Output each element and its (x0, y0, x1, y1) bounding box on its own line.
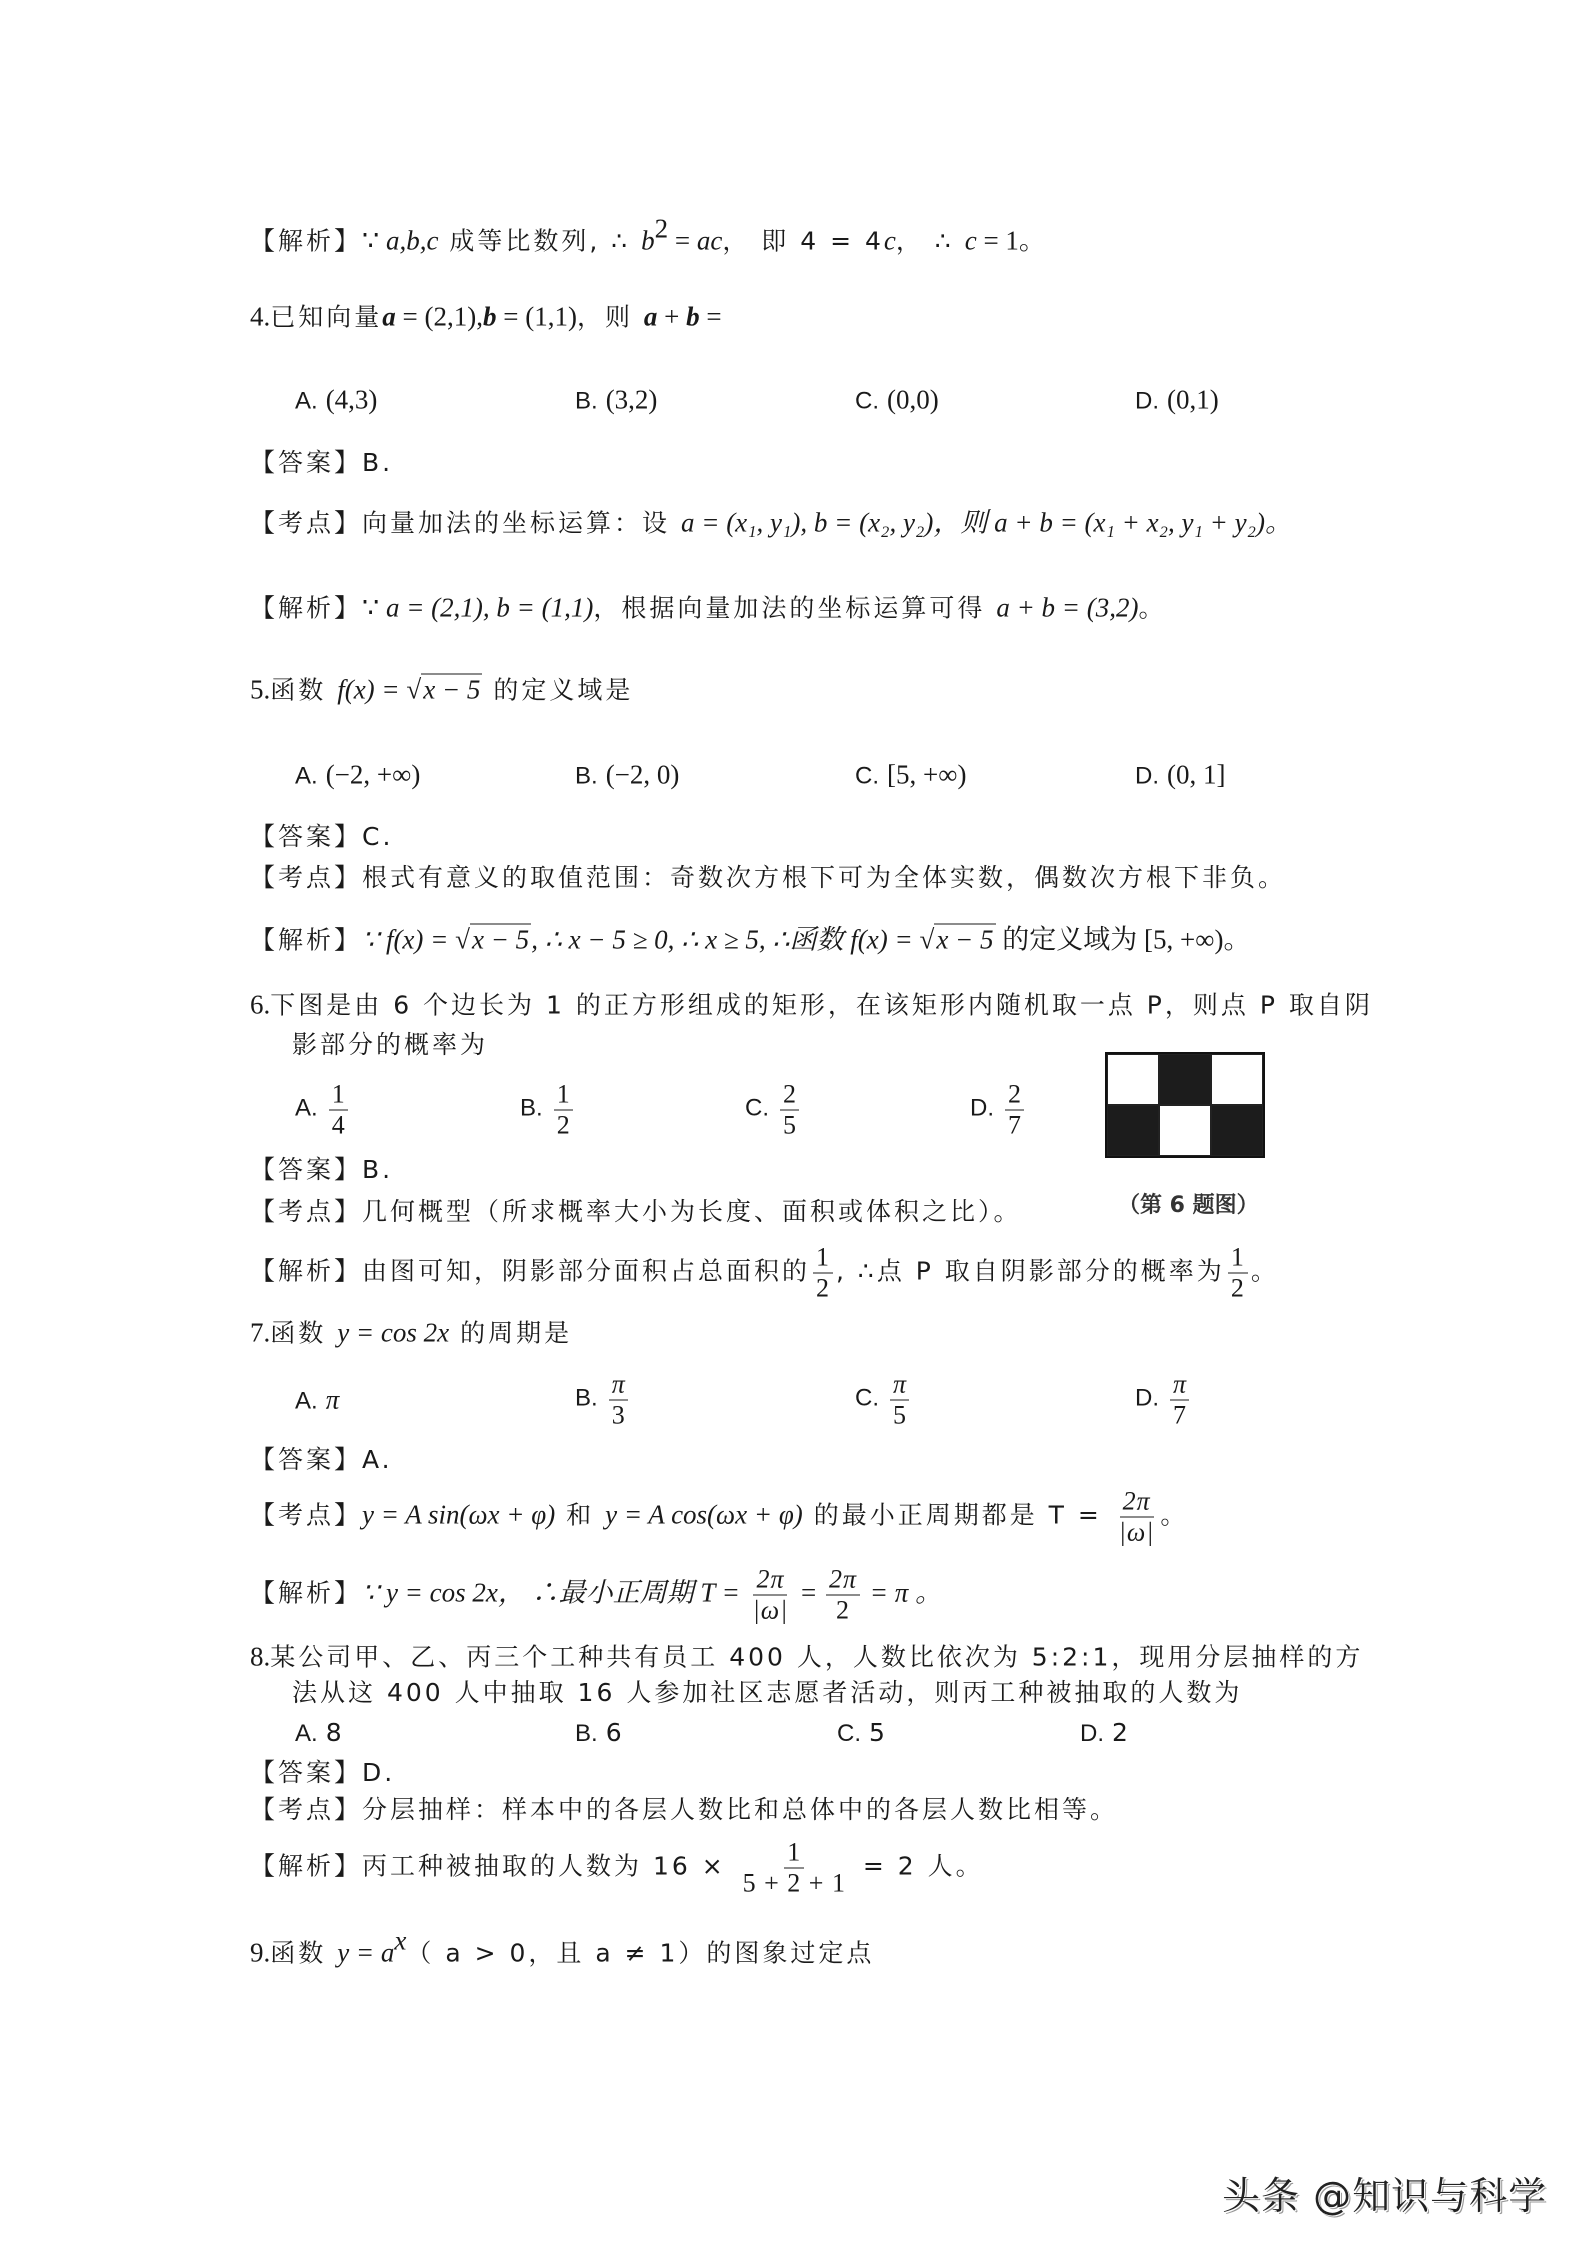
q6-option-c: C. $\frac{2}{5}$ (745, 1080, 802, 1141)
q8-option-a: A. 8 (295, 1718, 345, 1747)
analysis-label: 【解析】 (250, 593, 363, 623)
q3-analysis: 【解析】∵ a,b,c 成等比数列, ∴ $b^2$ = ac， 即 4 = 4c， ∴ c = 1。 (250, 213, 1046, 256)
analysis-label: 【解析】 (250, 1578, 363, 1608)
q6-option-a: A. $\frac{1}{4}$ (295, 1080, 351, 1141)
q7-stem: 7.函数 y = cos 2x 的周期是 (250, 1317, 573, 1348)
analysis-label: 【解析】 (250, 1256, 363, 1286)
q8-analysis: 【解析】丙工种被抽取的人数为 16 × $\frac{1}{5 + 2 + 1}$ = 2 人。 (250, 1837, 984, 1898)
q7-option-c: C. $\frac{\pi}{5}$ (855, 1370, 912, 1431)
q4-analysis: 【解析】∵ a = (2,1), b = (1,1)，根据向量加法的坐标运算可得 a + b = (3,2)。 (250, 592, 1167, 623)
q4-option-b: B. (3,2) (575, 384, 658, 415)
q7-option-a: A. π (295, 1384, 340, 1415)
q8-option-c: C. 5 (837, 1718, 888, 1747)
q5-key-point: 【考点】根式有意义的取值范围：奇数次方根下可为全体实数，偶数次方根下非负。 (250, 863, 1287, 892)
question-number: 9. (250, 1937, 271, 1968)
q6-stem-line1: 6.下图是由 6 个边长为 1 的正方形组成的矩形，在该矩形内随机取一点 P，则点 P 取自阴 (250, 989, 1373, 1020)
q6-key-point: 【考点】几何概型（所求概率大小为长度、面积或体积之比）。 (250, 1197, 1022, 1226)
q4-option-c: C. (0,0) (855, 384, 939, 415)
q6-option-b: B. $\frac{1}{2}$ (520, 1080, 576, 1141)
q6-answer: 【答案】B. (250, 1155, 394, 1184)
question-number: 7. (250, 1317, 271, 1348)
q5-option-c: C. [5, +∞) (855, 759, 967, 790)
q7-analysis: 【解析】∵ y = cos 2x， ∴最小正周期 T = $\frac{2\pi}{|\omega|}$ = $\frac{2\pi}{2}$ = π 。 (250, 1564, 943, 1625)
grid-cell-white (1107, 1054, 1159, 1105)
grid-cell-white (1211, 1054, 1263, 1105)
q7-option-d: D. $\frac{\pi}{7}$ (1135, 1370, 1192, 1431)
q7-key-point: 【考点】y = A sin(ωx + φ) 和 y = A cos(ωx + φ) 的最小正周期都是 T = $\frac{2\pi}{|\omega|}$ 。 (250, 1486, 1189, 1547)
q5-analysis: 【解析】∵ f(x) = √x − 5, ∴ x − 5 ≥ 0, ∴ x ≥ 5, ∴函数 f(x) = √x − 5 的定义域为 [5, +∞)。 (250, 924, 1251, 955)
key-point-label: 【考点】 (250, 508, 363, 538)
q4-option-d: D. (0,1) (1135, 384, 1219, 415)
q8-stem-line1: 8.某公司甲、乙、丙三个工种共有员工 400 人，人数比依次为 5:2:1，现用分层抽样的方 (250, 1641, 1364, 1672)
q4-answer: 【答案】B. (250, 448, 394, 477)
q8-key-point: 【考点】分层抽样：样本中的各层人数比和总体中的各层人数比相等。 (250, 1795, 1119, 1824)
key-point-label: 【考点】 (250, 1197, 363, 1226)
q5-option-b: B. (−2, 0) (575, 759, 680, 790)
analysis-label: 【解析】 (250, 925, 363, 955)
figure-caption: （第 6 题图） (1118, 1193, 1259, 1218)
question-number: 5. (250, 674, 271, 705)
answer-label: 【答案】 (250, 1155, 363, 1184)
analysis-label: 【解析】 (250, 226, 363, 256)
q8-stem-line2: 法从这 400 人中抽取 16 人参加社区志愿者活动，则丙工种被抽取的人数为 (292, 1678, 1243, 1707)
q6-stem-line2: 影部分的概率为 (292, 1030, 489, 1059)
q5-option-a: A. (−2, +∞) (295, 759, 421, 790)
q4-stem: 4.已知向量a = (2,1),b = (1,1)，则 a + b = (250, 301, 722, 332)
q8-option-d: D. 2 (1080, 1718, 1131, 1747)
q6-figure-grid (1105, 1052, 1265, 1158)
answer-label: 【答案】 (250, 1445, 363, 1474)
q8-option-b: B. 6 (575, 1718, 625, 1747)
answer-label: 【答案】 (250, 1758, 363, 1787)
key-point-label: 【考点】 (250, 863, 363, 892)
question-number: 6. (250, 989, 271, 1020)
grid-cell-white (1159, 1105, 1211, 1156)
grid-cell-shaded (1211, 1105, 1263, 1156)
q6-analysis: 【解析】由图可知，阴影部分面积占总面积的 $\frac{1}{2}$ , ∴点 P 取自阴影部分的概率为 $\frac{1}{2}$ 。 (250, 1242, 1279, 1303)
q7-option-b: B. $\frac{\pi}{3}$ (575, 1370, 631, 1431)
q9-stem: 9.函数 $y = a^x$（ a > 0，且 a ≠ 1）的图象过定点 (250, 1925, 875, 1968)
q7-answer: 【答案】A. (250, 1445, 393, 1474)
q5-option-d: D. (0, 1] (1135, 759, 1226, 790)
key-point-label: 【考点】 (250, 1500, 363, 1530)
q6-option-d: D. $\frac{2}{7}$ (970, 1080, 1027, 1141)
grid-cell-shaded (1107, 1105, 1159, 1156)
grid-cell-shaded (1159, 1054, 1211, 1105)
watermark: 头条 @知识与科学 (1222, 2174, 1548, 2218)
answer-label: 【答案】 (250, 822, 363, 851)
q5-stem: 5.函数 f(x) = √x − 5 的定义域是 (250, 674, 634, 705)
q8-answer: 【答案】D. (250, 1758, 396, 1787)
q5-answer: 【答案】C. (250, 822, 394, 851)
answer-label: 【答案】 (250, 448, 363, 477)
analysis-label: 【解析】 (250, 1851, 363, 1881)
question-number: 4. (250, 301, 271, 332)
q4-option-a: A. (4,3) (295, 384, 378, 415)
key-point-label: 【考点】 (250, 1795, 363, 1824)
question-number: 8. (250, 1641, 271, 1672)
q4-key-point: 【考点】向量加法的坐标运算：设 a = (x₁, y₁), b = (x₂, y₂)，则 a + b = (x₁ + x₂, y₁ + y₂)。 (250, 507, 1292, 538)
